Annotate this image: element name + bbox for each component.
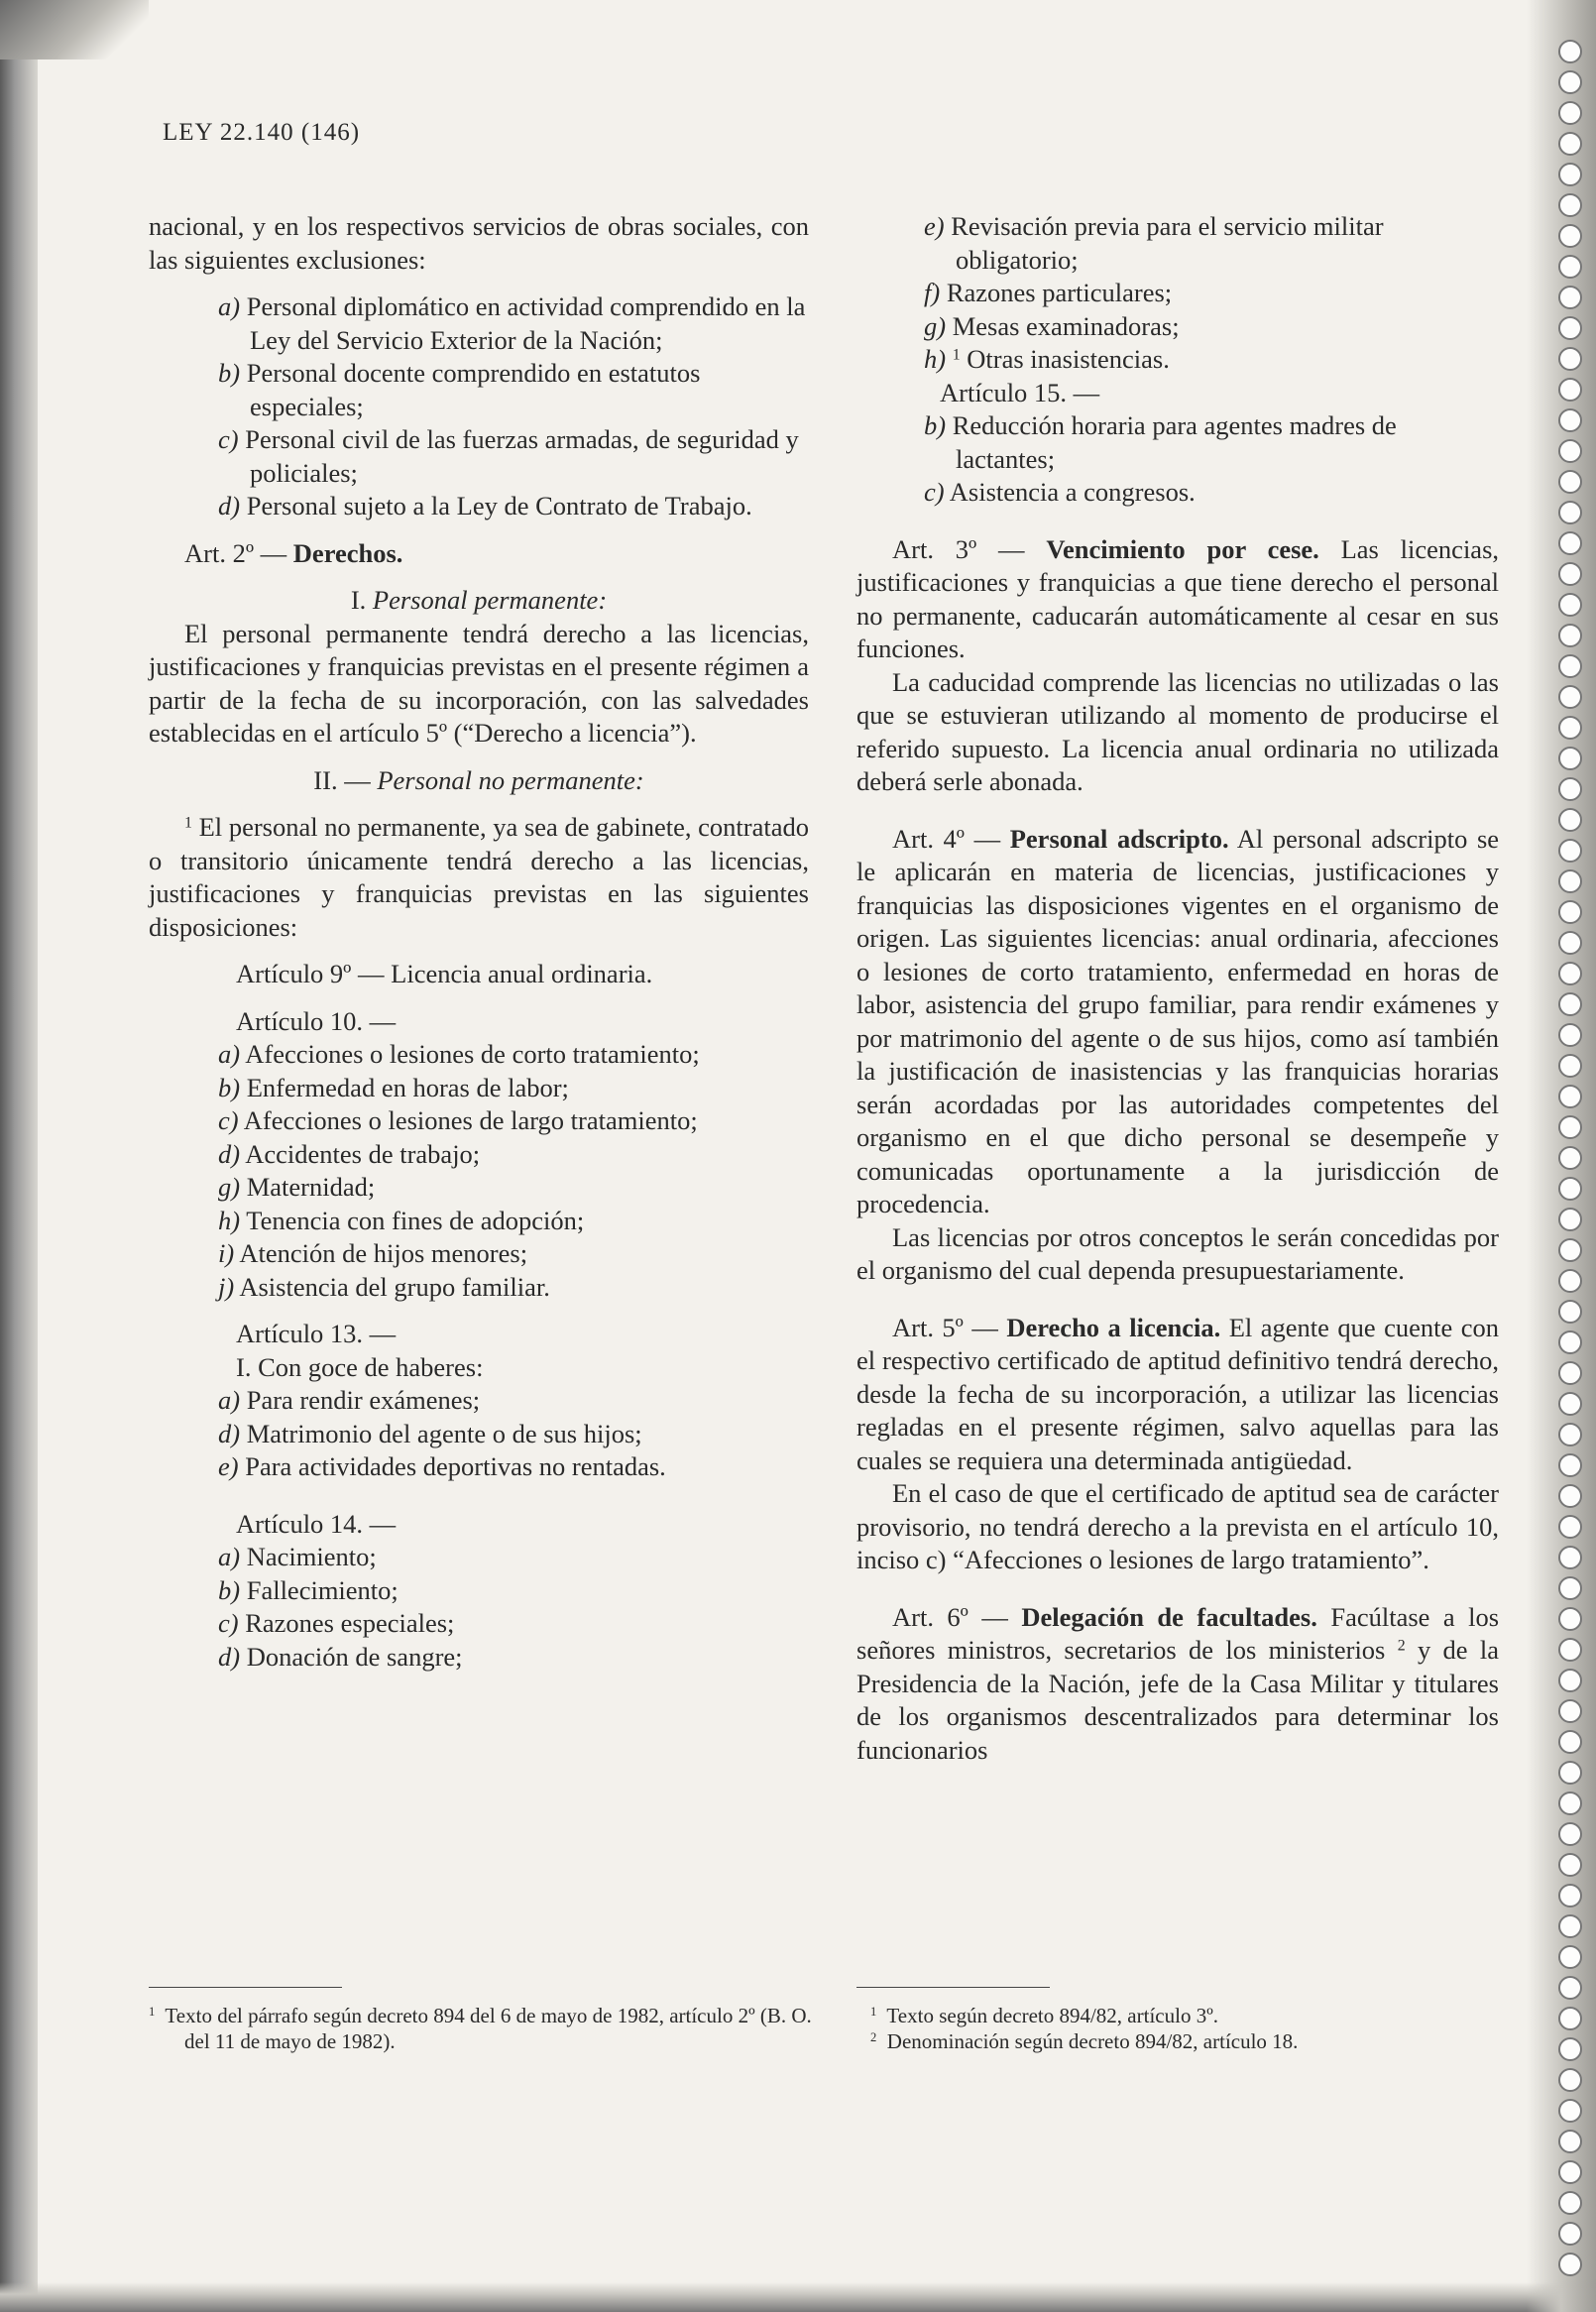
article-4: Art. 4º — Personal adscripto. Al personal adscripto se le aplicarán en materia de licencias, justificaciones y franquicias las disposiciones vigentes en el organismo de origen. Las siguientes licencias: anual ordinaria, afecciones o lesiones de corto tratamiento, enfermedad en horas de labor, asistencia del grupo familiar, para rendir exámenes y por matrimonio del agente o de sus hijos, como así también la justificación de inasistencias y las franquicias horarias serán acordadas por las autoridades competentes del organismo en el que dicho personal se desempeñe y comunicadas oportunamente a la jurisdicción de procedencia. [856, 823, 1500, 1218]
list-item: e) Para actividades deportivas no rentadas. [218, 1451, 666, 1481]
section-2-text: $^1$ El personal no permanente, ya sea de gabinete, contratado o transitorio únicamente tendrá derecho a las licencias, justificaciones y franquicias previstas en las siguientes disposiciones: [149, 812, 809, 942]
list-item: b) Fallecimiento; [218, 1574, 399, 1605]
article-10-list [149, 1038, 809, 1304]
binding-ring [1558, 408, 1582, 432]
section-2-heading: II. — Personal no permanente: [313, 764, 644, 795]
article-14-list [149, 1541, 809, 1674]
left-column [149, 210, 809, 1674]
article-9-heading: Artículo 9º — Licencia anual ordinaria. [236, 959, 653, 988]
article-5-para-2: En el caso de que el certificado de aptitud sea de carácter provisorio, no tendrá derecho a la prevista en el artículo 10, inciso c) “Afecciones o lesiones de largo tratamiento”. [856, 1478, 1499, 1574]
binding-ring [1558, 747, 1582, 770]
footnote: $^2$ Denominación según decreto 894/82, artículo 18. [870, 2029, 1299, 2053]
article-2-heading: Art. 2º — Derechos. [184, 537, 403, 568]
article-13-subheading: I. Con goce de haberes: [236, 1351, 484, 1382]
list-item: h) Tenencia con fines de adopción; [218, 1205, 585, 1235]
list-item: b) Personal docente comprendido en estatutos especiales; [218, 358, 701, 421]
binding-ring [1558, 1853, 1582, 1877]
list-item: h) $^1$ Otras inasistencias. [924, 344, 1170, 374]
binding-ring [1558, 869, 1582, 893]
binding-ring [1558, 1392, 1582, 1416]
binding-ring [1558, 931, 1582, 955]
binding-ring [1558, 1792, 1582, 1815]
binding-ring [1558, 1638, 1582, 1662]
scan-shadow-bottom [0, 2282, 1596, 2312]
article-3: Art. 3º — Vencimiento por cese. Las licencias, justificaciones y franquicias a que tiene derecho el personal no permanente, caducarán automáticamente al cesar en sus funciones. [856, 533, 1500, 663]
binding-ring [1558, 2222, 1582, 2246]
binding-ring [1558, 2160, 1582, 2184]
binding-ring [1558, 1699, 1582, 1723]
binding-ring [1558, 316, 1582, 340]
list-item: j) Asistencia del grupo familiar. [218, 1271, 550, 1302]
binding-ring [1558, 685, 1582, 709]
binding-ring [1558, 347, 1582, 371]
binding-ring [1558, 2130, 1582, 2153]
binding-ring [1558, 716, 1582, 740]
binding-ring [1558, 992, 1582, 1016]
binding-ring [1558, 1023, 1582, 1047]
exclusions-list [149, 290, 809, 523]
binding-ring [1558, 1884, 1582, 1907]
binding-ring [1558, 1177, 1582, 1201]
binding-ring [1558, 1361, 1582, 1385]
footnote: $^1$ Texto según decreto 894/82, artículo 3º. [870, 2004, 1218, 2027]
footnote-ref: 2 [1397, 1637, 1406, 1655]
list-item: e) Revisación previa para el servicio militar obligatorio; [924, 211, 1384, 275]
binding-ring [1558, 1115, 1582, 1139]
binding-ring [1558, 1085, 1582, 1108]
list-item: a) Afecciones o lesiones de corto tratamiento; [218, 1039, 700, 1069]
footnote-rule-right [856, 1987, 1050, 1988]
binding-ring [1558, 1761, 1582, 1785]
binding-ring [1558, 470, 1582, 494]
binding-ring [1558, 501, 1582, 524]
binding-ring [1558, 1453, 1582, 1477]
list-item: i) Atención de hijos menores; [218, 1238, 528, 1268]
binding-ring [1558, 193, 1582, 217]
binding-ring [1558, 1269, 1582, 1293]
binding-ring [1558, 1484, 1582, 1508]
list-item: b) Reducción horaria para agentes madres de lactantes; [924, 410, 1397, 474]
article-6: Art. 6º — Delegación de facultades. Facúltase a los señores ministros, secretarios de los ministerios $^2$ y de la Presidencia de la Nación, jefe de la Casa Militar y titulares de los organismos descentralizados para determinar los funcionarios [856, 1601, 1500, 1765]
scan-corner-shadow [0, 0, 149, 59]
article-13-list [149, 1384, 809, 1484]
binding-ring [1558, 593, 1582, 617]
binding-ring [1558, 1238, 1582, 1262]
binding-ring [1558, 255, 1582, 279]
binding-ring [1558, 562, 1582, 586]
list-item: d) Accidentes de trabajo; [218, 1138, 481, 1169]
binding-ring [1558, 1515, 1582, 1539]
footnote-rule-left [149, 1987, 342, 1988]
spiral-binding [1527, 0, 1596, 2312]
footnotes-left [149, 2003, 813, 2054]
article-10-heading: Artículo 10. — [236, 1005, 397, 1036]
binding-ring [1558, 1607, 1582, 1631]
binding-ring [1558, 2191, 1582, 2215]
binding-ring [1558, 2037, 1582, 2061]
article-14-heading: Artículo 14. — [236, 1508, 397, 1539]
binding-ring [1558, 839, 1582, 863]
binding-ring [1558, 1300, 1582, 1324]
binding-ring [1558, 1423, 1582, 1446]
binding-ring [1558, 1669, 1582, 1692]
binding-ring [1558, 378, 1582, 402]
binding-ring [1558, 1330, 1582, 1354]
binding-ring [1558, 101, 1582, 125]
list-item: a) Para rendir exámenes; [218, 1385, 481, 1415]
binding-ring [1558, 1730, 1582, 1754]
footnotes-right [870, 2003, 1505, 2054]
binding-ring [1558, 1054, 1582, 1078]
binding-ring [1558, 900, 1582, 924]
binding-ring [1558, 286, 1582, 309]
binding-ring [1558, 654, 1582, 678]
binding-ring [1558, 531, 1582, 555]
section-1-heading: I. Personal permanente: [350, 585, 608, 615]
list-item: c) Personal civil de las fuerzas armadas, de seguridad y policiales; [218, 424, 799, 488]
binding-ring [1558, 1576, 1582, 1600]
list-item: g) Mesas examinadoras; [924, 310, 1180, 341]
list-item: b) Enfermedad en horas de labor; [218, 1072, 569, 1102]
binding-ring [1558, 70, 1582, 94]
article-15-list [856, 409, 1499, 510]
binding-ring [1558, 1546, 1582, 1569]
binding-ring [1558, 40, 1582, 63]
list-item: d) Donación de sangre; [218, 1641, 463, 1672]
article-15-heading: Artículo 15. — [940, 377, 1100, 407]
binding-ring [1558, 808, 1582, 832]
article-13-heading: Artículo 13. — [236, 1319, 397, 1348]
article-5: Art. 5º — Derecho a licencia. El agente que cuente con el respectivo certificado de aptitud definitivo tendrá derecho, desde la fecha de su incorporación, a utilizar las licencias regladas en el presente régimen, salvo aquellas para las cuales se requiera una determinada antigüedad. [856, 1312, 1500, 1475]
scan-shadow-left [0, 0, 38, 2312]
intro-paragraph: nacional, y en los respectivos servicios de obras sociales, con las siguientes exclusiones: [149, 211, 809, 275]
binding-ring [1558, 777, 1582, 801]
list-item: c) Asistencia a congresos. [924, 477, 1196, 507]
section-1-text: El personal permanente tendrá derecho a las licencias, justificaciones y franquicias previstas en el presente régimen a partir de la fecha de su incorporación, con las salvedades establecidas en el artículo 5º (“Derecho a licencia”). [149, 618, 809, 748]
binding-ring [1558, 962, 1582, 985]
article-4-para-2: Las licencias por otros conceptos le serán concedidas por el organismo del cual dependa presupuestariamente. [856, 1221, 1499, 1285]
binding-ring [1558, 2099, 1582, 2123]
article-3-para-2: La caducidad comprende las licencias no utilizadas o las que se estuvieran utilizando al momento de producirse el referido supuesto. La licencia anual ordinaria no utilizada deberá serle abonada. [856, 666, 1499, 796]
list-item: f) Razones particulares; [924, 278, 1173, 307]
list-item: a) Personal diplomático en actividad comprendido en la Ley del Servicio Exterior de la Nación; [218, 291, 806, 355]
binding-ring [1558, 224, 1582, 248]
list-item: d) Matrimonio del agente o de sus hijos; [218, 1418, 642, 1448]
binding-ring [1558, 132, 1582, 156]
footnote-ref: 1 [184, 814, 192, 832]
list-item: c) Razones especiales; [218, 1608, 455, 1638]
binding-ring [1558, 439, 1582, 463]
binding-ring [1558, 1146, 1582, 1170]
binding-ring [1558, 2253, 1582, 2276]
running-head: LEY 22.140 (146) [163, 119, 361, 146]
article-14-list-continued [856, 210, 1499, 377]
list-item: c) Afecciones o lesiones de largo tratamiento; [218, 1105, 698, 1135]
binding-ring [1558, 1914, 1582, 1938]
binding-ring [1558, 1208, 1582, 1231]
list-item: d) Personal sujeto a la Ley de Contrato de Trabajo. [218, 491, 752, 520]
list-item: g) Maternidad; [218, 1172, 376, 1202]
footnote: $^1$ Texto del párrafo según decreto 894 del 6 de mayo de 1982, artículo 2º (B. O. del 11 de mayo de 1982). [149, 2004, 812, 2053]
right-column [856, 210, 1499, 1767]
binding-ring [1558, 624, 1582, 647]
binding-ring [1558, 1822, 1582, 1846]
binding-ring [1558, 163, 1582, 186]
binding-ring [1558, 1945, 1582, 1969]
binding-ring [1558, 2007, 1582, 2030]
footnote-ref: 1 [952, 346, 961, 364]
list-item: a) Nacimiento; [218, 1542, 377, 1571]
binding-ring [1558, 1976, 1582, 2000]
binding-ring [1558, 2068, 1582, 2092]
